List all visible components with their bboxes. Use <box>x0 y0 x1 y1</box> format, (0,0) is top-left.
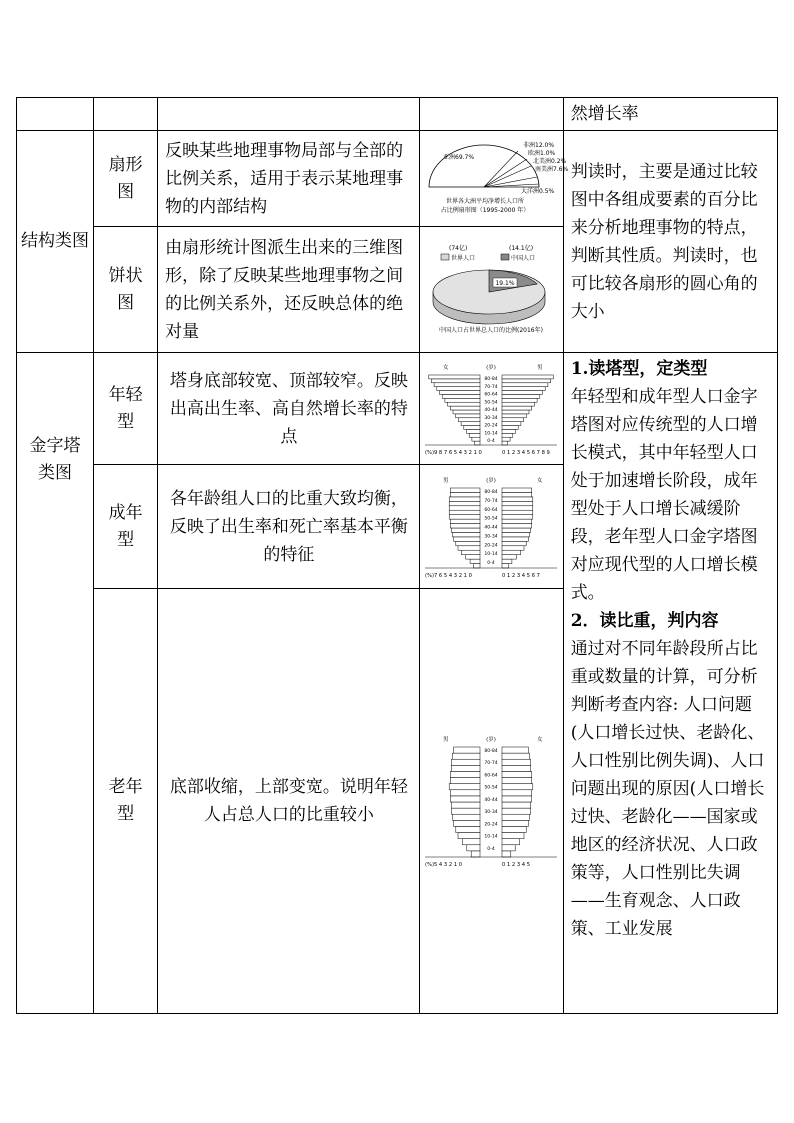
right-scale: 0 1 2 3 4 5 <box>502 862 531 868</box>
slice-label-north-america: 北美洲0.2% <box>533 157 567 165</box>
age-group-label: 30-34 <box>484 415 498 421</box>
pyramid-bar-left <box>458 833 480 839</box>
empty-cell <box>158 98 419 131</box>
age-group-label: 50-54 <box>484 785 498 791</box>
pyramid-bar-right <box>502 778 532 784</box>
age-group-label: 30-34 <box>484 533 498 539</box>
legend-world-swatch <box>441 254 449 260</box>
pyramid-bar-right <box>502 496 533 500</box>
table-row-top <box>17 98 778 131</box>
pyramid-bar-left <box>467 429 481 433</box>
age-group-label: 80-84 <box>484 376 498 382</box>
age-group-label: 20-24 <box>484 542 498 548</box>
pyramid-bar-right <box>502 390 543 394</box>
pyramid-bar-right <box>502 378 551 382</box>
reading-heading-1: 1.读塔型，定类型 <box>570 359 708 379</box>
pyramid-bar-right <box>502 437 510 441</box>
pyramid-bar-right <box>502 492 532 496</box>
pyramid-bar-left <box>450 492 480 496</box>
pyramid-bar-left <box>466 554 480 558</box>
slice-label-europe: 欧洲1.0% <box>528 149 556 157</box>
pyramid-bar-right <box>502 851 511 857</box>
pyramid-bar-right <box>502 796 532 802</box>
pyramid-bar-right <box>502 541 526 545</box>
age-group-label: 0-4 <box>487 560 495 566</box>
pyramid-bar-left <box>456 541 480 545</box>
right-scale: 0 1 2 3 4 5 6 7 <box>502 572 541 579</box>
pyramid-bar-right <box>502 554 516 558</box>
china-value: (14.1亿) <box>509 244 534 252</box>
age-group-label: 30-34 <box>484 810 498 816</box>
pyramid-bar-right <box>502 826 526 832</box>
legend-world: 世界人口 <box>451 254 476 262</box>
pyramid-bar-left <box>450 523 480 527</box>
pyramid-bar-left <box>451 759 480 765</box>
pyramid-bar-right <box>502 514 533 518</box>
description-young: 塔身底部较宽、顶部较窄。反映出高出生率、高自然增长率的特点 <box>158 353 419 465</box>
pyramid-bar-right <box>502 820 528 826</box>
pyramid-bar-left <box>458 417 480 421</box>
age-group-label: 10-14 <box>484 834 498 840</box>
pyramid-bar-left <box>454 536 480 540</box>
pyramid-bar-left <box>450 519 480 523</box>
pyramid-bar-right <box>502 505 533 509</box>
left-scale: (%)9 8 7 6 5 4 3 2 1 0 <box>425 449 482 456</box>
pyramid-bar-left <box>461 421 480 425</box>
pyramid-bar-right <box>502 441 507 445</box>
empty-cell <box>17 98 94 131</box>
left-sex-label: 女 <box>443 364 449 371</box>
pyramid-bar-right <box>502 545 524 549</box>
unit-label: (岁) <box>486 364 496 371</box>
pyramid-bar-right <box>502 808 531 814</box>
slice-label-south-america: 南美洲7.6% <box>535 165 569 173</box>
pyramid-bar-right <box>502 413 526 417</box>
world-value: (74亿) <box>449 244 468 252</box>
pyramid-bar-left <box>449 784 480 790</box>
pyramid-bar-right <box>502 501 533 505</box>
figure-old-pyramid <box>419 589 563 1014</box>
pyramid-bar-right <box>502 410 529 414</box>
type-old: 老年型 <box>94 589 158 1014</box>
right-scale: 0 1 2 3 4 5 6 7 8 9 <box>502 449 550 456</box>
figure-pie-chart <box>419 227 563 353</box>
age-group-label: 10-14 <box>484 551 498 557</box>
content-table <box>16 97 778 1014</box>
pyramid-bar-right <box>502 765 531 771</box>
sector-caption-2: 占比例扇形图（1995-2000 年） <box>440 206 530 214</box>
pyramid-bar-left <box>450 778 480 784</box>
slice-label-africa: 非洲12.0% <box>523 141 555 149</box>
age-group-label: 80-84 <box>484 489 498 495</box>
pyramid-bar-left <box>464 425 480 429</box>
pyramid-bar-left <box>453 814 481 820</box>
description-old: 底部收缩，上部变宽。说明年轻人占总人口的比重较小 <box>158 589 419 1014</box>
pyramid-bar-left <box>475 441 480 445</box>
pyramid-bar-left <box>461 550 480 554</box>
age-group-label: 50-54 <box>484 399 498 405</box>
age-group-label: 60-64 <box>484 392 498 398</box>
type-young: 年轻型 <box>94 353 158 465</box>
pyramid-bar-right <box>502 790 532 796</box>
pyramid-bar-left <box>431 378 480 382</box>
pyramid-bar-left <box>429 375 480 379</box>
pyramid-bar-left <box>450 796 480 802</box>
description-pie: 由扇形统计图派生出来的三维图形，除了反映某些地理事物之间的比例关系外，还反映总体的绝对量 <box>158 227 419 353</box>
reading-continuation: 然增长率 <box>563 98 777 131</box>
age-group-label: 40-44 <box>484 407 498 413</box>
pyramid-bar-right <box>502 421 521 425</box>
pyramid-bar-left <box>453 753 481 759</box>
pyramid-bar-left <box>442 394 480 398</box>
reading-pyramid <box>563 353 777 1014</box>
type-pie: 饼状图 <box>94 227 158 353</box>
right-sex-label: 男 <box>537 364 543 371</box>
age-group-label: 70-74 <box>484 498 498 504</box>
pyramid-bar-right <box>502 519 532 523</box>
pyramid-bar-left <box>454 747 480 753</box>
sector-semicircle <box>429 145 539 187</box>
pyramid-bar-right <box>502 753 530 759</box>
description-sector: 反映某些地理事物局部与全部的比例关系，适用于表示某地理事物的内部结构 <box>158 131 419 227</box>
pyramid-bar-right <box>502 429 516 433</box>
pyramid-bar-right <box>502 398 537 402</box>
pyramid-bar-left <box>453 532 481 536</box>
pyramid-bar-left <box>451 528 480 532</box>
unit-label: (岁) <box>486 477 496 484</box>
pyramid-bar-right <box>502 523 532 527</box>
type-sector: 扇形图 <box>94 131 158 227</box>
right-sex-label: 女 <box>537 737 543 743</box>
pyramid-bar-right <box>502 386 545 390</box>
reading-paragraph-2: 通过对不同年龄段所占比重或数量的计算，可分析判断考查内容: 人口问题(人口增长过快、老龄化、人口性别比例失调)、人口问题出现的原因(人口增长过快、老龄化——国家或地区的经济状况、人口政策等，人口性别比失调——生育观念、人口政策、工业发展 <box>570 639 765 939</box>
pyramid-bar-left <box>470 559 480 563</box>
pyramid-bar-right <box>502 845 515 851</box>
pyramid-bar-left <box>437 386 480 390</box>
type-mature: 成年型 <box>94 465 158 589</box>
pyramid-bar-right <box>502 425 518 429</box>
china-percent: 19.1% <box>495 279 515 287</box>
age-group-label: 10-14 <box>484 430 498 436</box>
pyramid-bar-right <box>502 563 509 567</box>
slice-label-asia: 亚洲69.7% <box>443 153 475 161</box>
pyramid-bar-left <box>467 845 480 851</box>
pyramid-bar-right <box>502 532 530 536</box>
pyramid-bar-left <box>440 390 481 394</box>
pyramid-bar-right <box>502 433 513 437</box>
pyramid-bar-right <box>502 759 531 765</box>
pyramid-bar-right <box>502 488 532 492</box>
pie-caption: 中国人口占世界总人口的比例(2016年) <box>439 326 544 334</box>
unit-label: (岁) <box>486 737 496 743</box>
pyramid-bar-right <box>502 394 540 398</box>
age-group-label: 0-4 <box>487 438 495 444</box>
age-group-label: 40-44 <box>484 525 498 531</box>
reading-paragraph-1: 年轻型和成年型人口金字塔图对应传统型的人口增长模式，其中年轻型人口处于加速增长阶段，成年型处于人口增长减缓阶段，老年型人口金字塔图对应现代型的人口增长模式。 <box>570 387 758 603</box>
pyramid-bar-left <box>449 505 480 509</box>
left-sex-label: 男 <box>443 477 449 484</box>
left-scale: (%)7 6 5 4 3 2 1 0 <box>425 572 473 579</box>
pyramid-bar-right <box>502 528 531 532</box>
pyramid-bar-left <box>453 410 480 414</box>
pyramid-bar-left <box>458 545 480 549</box>
pyramid-bar-left <box>450 771 480 777</box>
pyramid-bar-left <box>456 826 480 832</box>
age-group-label: 20-24 <box>484 822 498 828</box>
pyramid-bar-left <box>469 433 480 437</box>
pyramid-bar-left <box>450 790 480 796</box>
pyramid-bar-right <box>502 375 553 379</box>
empty-cell <box>94 98 158 131</box>
left-sex-label: 男 <box>443 737 449 743</box>
pyramid-bar-left <box>462 839 480 845</box>
pyramid-bar-right <box>502 402 534 406</box>
age-group-label: 20-24 <box>484 423 498 429</box>
pyramid-bar-right <box>502 550 521 554</box>
pyramid-bar-left <box>450 406 480 410</box>
pyramid-bar-left <box>449 501 480 505</box>
category-structure: 结构类图 <box>17 131 94 353</box>
pyramid-bar-right <box>502 833 524 839</box>
age-group-label: 40-44 <box>484 797 498 803</box>
legend-china-swatch <box>501 254 509 260</box>
pyramid-bar-right <box>502 559 512 563</box>
pyramid-bar-right <box>502 747 528 753</box>
pyramid-bar-right <box>502 814 530 820</box>
pyramid-bar-left <box>449 514 480 518</box>
pyramid-bar-left <box>445 398 480 402</box>
age-group-label: 60-64 <box>484 507 498 513</box>
legend-china: 中国人口 <box>511 254 536 262</box>
right-sex-label: 女 <box>537 477 543 484</box>
pyramid-bar-left <box>451 802 480 808</box>
pyramid-bar-left <box>451 808 480 814</box>
empty-cell <box>419 98 563 131</box>
figure-young-pyramid <box>419 353 563 465</box>
pyramid-bar-right <box>502 784 533 790</box>
age-group-label: 70-74 <box>484 761 498 767</box>
age-group-label: 80-84 <box>484 749 498 754</box>
pyramid-bar-right <box>502 771 532 777</box>
reading-heading-2: 2．读比重，判内容 <box>570 611 719 631</box>
pyramid-bar-left <box>456 413 480 417</box>
figure-mature-pyramid <box>419 465 563 589</box>
pyramid-bar-left <box>434 382 480 386</box>
pyramid-bar-left <box>449 496 480 500</box>
pyramid-bar-right <box>502 802 531 808</box>
table-row-sector <box>17 131 778 227</box>
age-group-label: 60-64 <box>484 773 498 779</box>
pyramid-bar-right <box>502 536 528 540</box>
slice-label-oceania: 大洋洲0.5% <box>521 187 555 195</box>
description-mature: 各年龄组人口的比重大致均衡，反映了出生率和死亡率基本平衡的特征 <box>158 465 419 589</box>
category-pyramid: 金字塔类图 <box>17 353 94 1014</box>
pyramid-bar-left <box>454 820 480 826</box>
pyramid-bar-right <box>502 406 532 410</box>
sector-caption-1: 世界各大洲平均净增长人口所 <box>446 197 525 205</box>
pyramid-bar-left <box>449 510 480 514</box>
pyramid-bar-left <box>473 563 480 567</box>
figure-sector-chart <box>419 131 569 227</box>
pyramid-bar-right <box>502 510 533 514</box>
pyramid-bar-left <box>471 851 480 857</box>
table-row-young <box>17 353 778 465</box>
pyramid-bar-right <box>502 839 520 845</box>
age-group-label: 0-4 <box>487 846 495 852</box>
pyramid-bar-right <box>502 382 548 386</box>
age-group-label: 50-54 <box>484 516 498 522</box>
pyramid-bar-right <box>502 417 524 421</box>
pyramid-bar-left <box>451 765 480 771</box>
pyramid-bar-left <box>448 402 480 406</box>
left-scale: (%)5 4 3 2 1 0 <box>425 862 463 868</box>
reading-structure: 判读时，主要是通过比较图中各组成要素的百分比来分析地理事物的特点，判断其性质。判读时，也可比较各扇形的圆心角的大小 <box>563 131 777 353</box>
pyramid-bar-left <box>450 488 480 492</box>
age-group-label: 70-74 <box>484 384 498 390</box>
pyramid-bar-left <box>472 437 480 441</box>
